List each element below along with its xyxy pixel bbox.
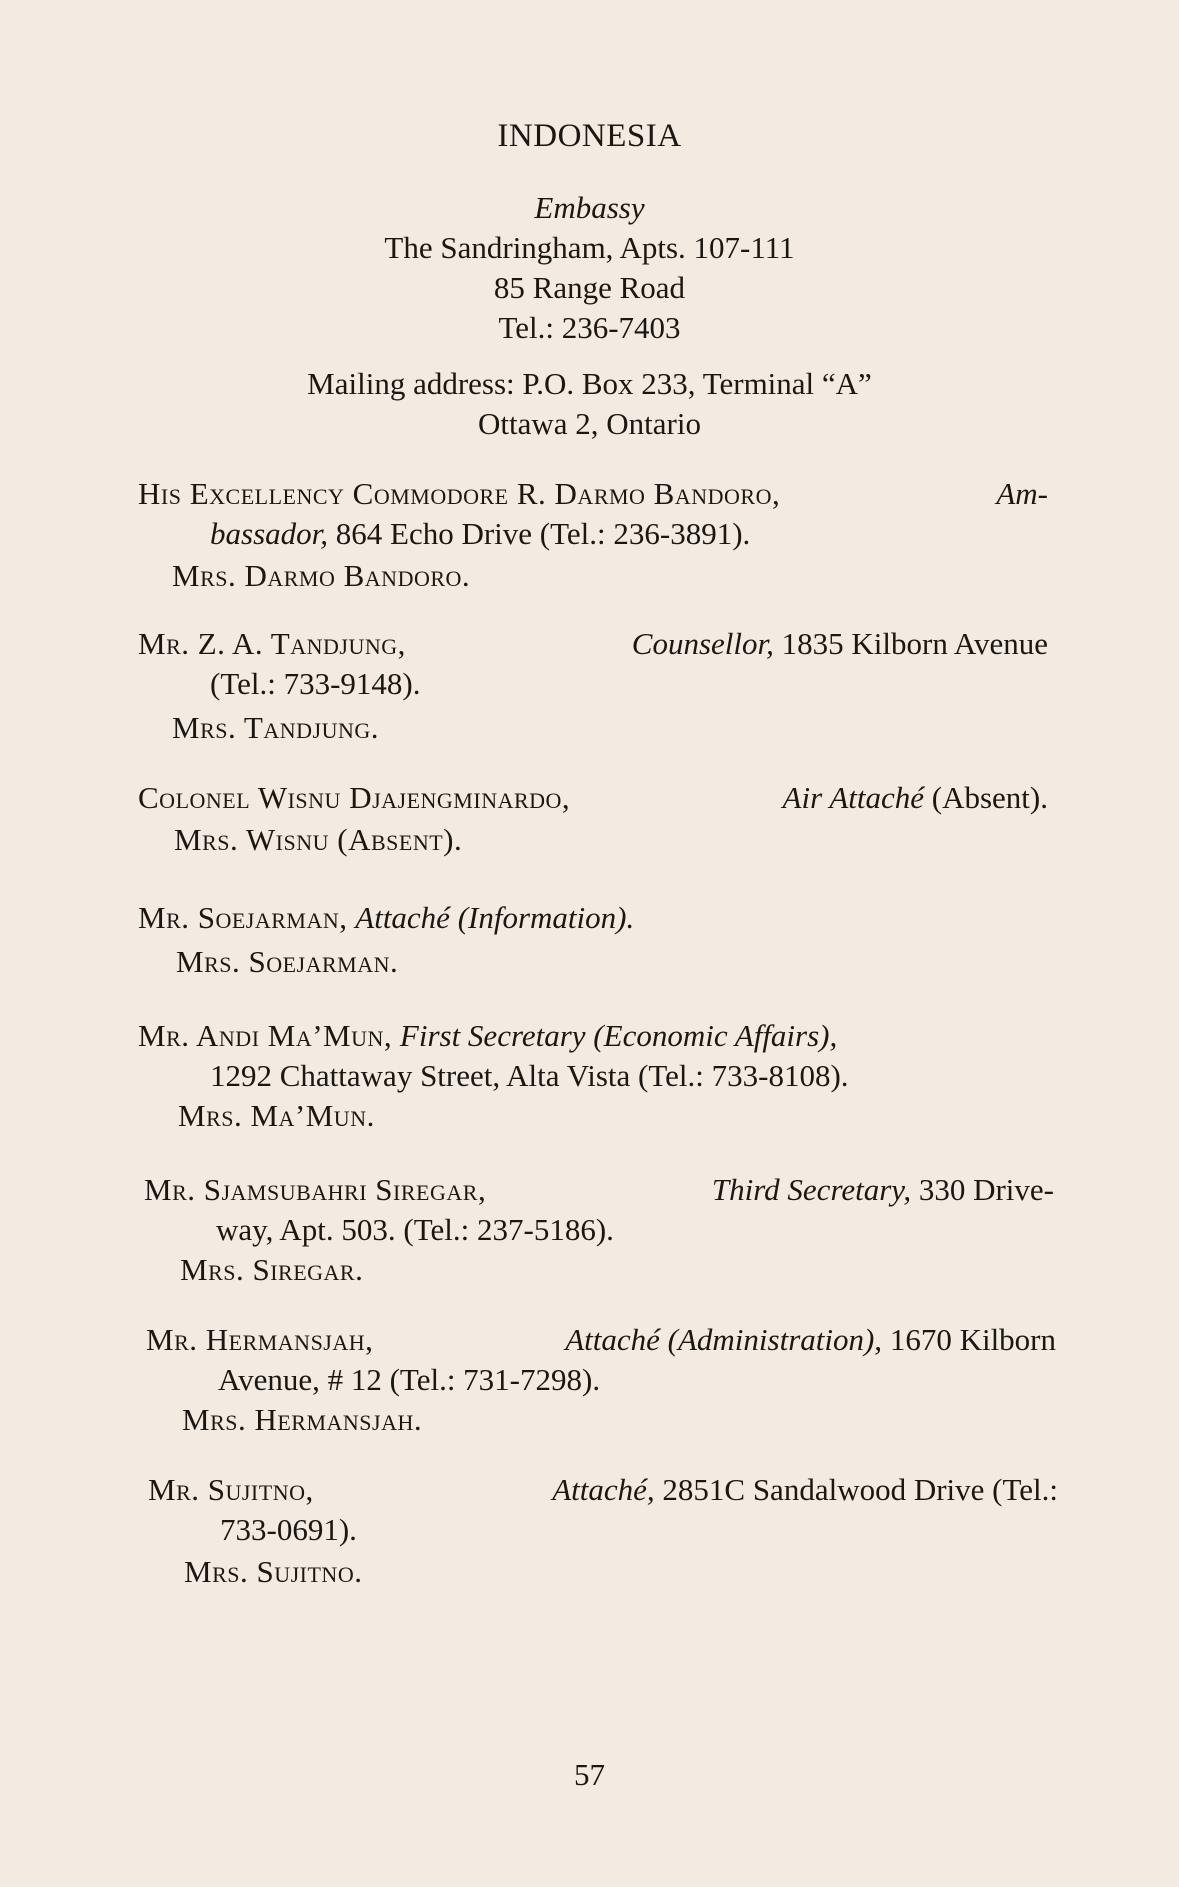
staff-name: Mr. Soejarman, (138, 900, 348, 935)
embassy-address-line2: 85 Range Road (493, 270, 686, 305)
staff-address-continued: way, Apt. 503. (Tel.: 237-5186). (216, 1212, 614, 1247)
embassy-address-line1: The Sandringham, Apts. 107-111 (384, 230, 795, 265)
spouse-name: Mrs. Tandjung. (172, 710, 379, 745)
staff-role: Attaché, (552, 1472, 655, 1507)
staff-entry (146, 1320, 1056, 1400)
staff-entry (138, 778, 1048, 818)
staff-address-continued: (Tel.: 733-9148). (210, 666, 421, 701)
mailing-address-line1: Mailing address: P.O. Box 233, Terminal “A” (307, 366, 872, 401)
staff-role: Air Attaché (782, 780, 925, 815)
staff-entry (138, 898, 1048, 938)
spouse-name: Mrs. Sujitno. (184, 1554, 363, 1589)
embassy-label: Embassy (534, 190, 645, 225)
mailing-address-line2: Ottawa 2, Ontario (478, 406, 701, 441)
staff-status: (Absent). (931, 780, 1048, 815)
staff-role: Third Secretary, (711, 1172, 912, 1207)
staff-name: Mr. Andi Ma’Mun, (138, 1018, 393, 1053)
staff-entry (148, 1470, 1058, 1550)
staff-entry (138, 1016, 1048, 1096)
staff-role: First Secretary (Economic Affairs), (399, 1018, 838, 1053)
staff-role: Am- (996, 476, 1048, 511)
spouse-name: Mrs. Soejarman. (176, 944, 399, 979)
spouse-name: Mrs. Wisnu (Absent). (174, 822, 463, 857)
spouse-name: Mrs. Ma’Mun. (178, 1098, 375, 1133)
staff-address: 2851C Sandalwood Drive (Tel.: (662, 1472, 1058, 1507)
staff-address-continued: 733-0691). (220, 1512, 357, 1547)
staff-name: Colonel Wisnu Djajengminardo, (138, 780, 571, 815)
staff-role: Attaché (Information). (355, 900, 635, 935)
staff-role: Attaché (Administration), (565, 1322, 883, 1357)
staff-role: Counsellor, (631, 626, 774, 661)
page-number: 57 (574, 1757, 605, 1792)
embassy-telephone: Tel.: 236-7403 (498, 310, 681, 345)
staff-address: 864 Echo Drive (Tel.: 236-3891). (328, 516, 751, 551)
staff-name: Mr. Sjamsubahri Siregar, (144, 1172, 487, 1207)
spouse-name: Mrs. Darmo Bandoro. (172, 558, 471, 593)
staff-address: 1835 Kilborn Avenue (781, 626, 1048, 661)
staff-entry (144, 1170, 1054, 1250)
staff-name: Mr. Z. A. Tandjung, (138, 626, 406, 661)
spouse-name: Mrs. Hermansjah. (182, 1402, 423, 1437)
staff-address-continued: Avenue, # 12 (Tel.: 731-7298). (218, 1362, 601, 1397)
staff-name: Mr. Sujitno, (148, 1472, 314, 1507)
staff-role-continued: bassador, (210, 516, 329, 551)
staff-address: 1292 Chattaway Street, Alta Vista (Tel.: 733-8108). (210, 1058, 849, 1093)
page-title: INDONESIA (497, 118, 682, 154)
spouse-name: Mrs. Siregar. (180, 1252, 364, 1287)
staff-entry (138, 624, 1048, 704)
staff-address: 1670 Kilborn (889, 1322, 1056, 1357)
staff-name: His Excellency Commodore R. Darmo Bandoro, (138, 476, 781, 511)
staff-address: 330 Drive- (918, 1172, 1054, 1207)
staff-name: Mr. Hermansjah, (146, 1322, 374, 1357)
staff-entry (138, 474, 1048, 554)
